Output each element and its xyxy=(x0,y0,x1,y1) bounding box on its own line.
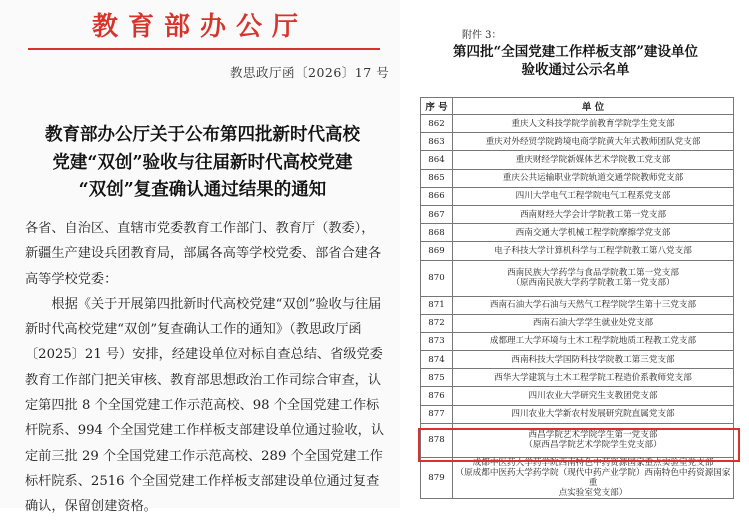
row-unit: 重庆财经学院新媒体艺术学院教工党支部 xyxy=(453,151,734,169)
table-row xyxy=(421,369,734,387)
units-table xyxy=(420,97,734,499)
row-number: 866 xyxy=(421,187,453,205)
row-number: 874 xyxy=(421,351,453,369)
unit-former-name-cont: 点实验室党支部） xyxy=(558,487,628,498)
title-line: “双创”复查确认通过结果的通知 xyxy=(78,180,327,200)
row-number: 867 xyxy=(421,205,453,223)
row-number: 878 xyxy=(421,423,453,457)
addressee-paragraph: 各省、自治区、直辖市党委教育工作部门、教育厅（教委），新疆生产建设兵团教育局，部属各高等学校党委、部省合建各高等学校党委： xyxy=(25,221,382,287)
table-row xyxy=(421,115,734,133)
table-row xyxy=(421,351,734,369)
title-line: 教育部办公厅关于公布第四批新时代高校 xyxy=(45,125,360,145)
table-row xyxy=(421,387,734,405)
column-header-unit: 单 位 xyxy=(453,98,734,115)
row-number: 877 xyxy=(421,405,453,423)
row-unit: 四川农业大学研究生支教团党支部 xyxy=(453,387,734,405)
row-unit: 西南财经大学会计学院教工第一党支部 xyxy=(453,205,734,223)
title-line: 党建“双创”验收与往届新时代高校党建 xyxy=(52,152,353,173)
table-row xyxy=(421,133,734,151)
row-unit: 西南石油大学石油与天然气工程学院学生第十三党支部 xyxy=(453,296,734,314)
row-unit: 重庆人文科技学院学前教育学院学生党支部 xyxy=(453,115,734,133)
row-unit: 四川农业大学新农村发展研究院直属党支部 xyxy=(453,405,734,423)
row-unit: 西南科技大学国防科技学院教工第三党支部 xyxy=(453,351,734,369)
row-unit xyxy=(453,423,734,457)
issuer-header: 教育部办公厅 xyxy=(91,12,308,42)
table-header-row xyxy=(421,98,734,115)
notice-title xyxy=(20,122,385,205)
row-unit: 重庆对外经贸学院跨境电商学院黄大年式教师团队党支部 xyxy=(453,133,734,151)
row-number: 863 xyxy=(421,133,453,151)
unit-line: 成都中医药大学药学院西南特色中药资源国家重点实验室党支部 xyxy=(472,457,714,468)
row-number: 864 xyxy=(421,151,453,169)
content-paragraph: 根据《关于开展第四批新时代高校党建“双创”验收与往届新时代高校党建“双创”复查确认工作的通知》（教思政厅函〔2025〕21 号）安排，经建设单位对标自查总结、省级党委教育工作部门把关审核、教育部思想政治工作司综合审查，认定第四批 8 个全国党建工作示范高校、98 个全国党建工作标杆院系、994 个全国党建工作样板支部建设单位通过验收，认定前三批 29 个全国党建工作示范高校、289 个全国党建工作标杆院系、2516 个全国党建工作样板支部建设单位通过复查确认，保留创建资格。 xyxy=(25,296,385,515)
row-number: 875 xyxy=(421,369,453,387)
table-row xyxy=(421,151,734,169)
row-number: 869 xyxy=(421,242,453,260)
table-row xyxy=(421,169,734,187)
table-row xyxy=(421,405,734,423)
row-number: 876 xyxy=(421,387,453,405)
red-divider xyxy=(28,48,380,50)
table-row xyxy=(421,296,734,314)
row-unit xyxy=(453,457,734,498)
row-unit: 西南石油大学学生就业处党支部 xyxy=(453,314,734,332)
attachment-title-line: 验收通过公示名单 xyxy=(521,62,630,78)
row-number: 873 xyxy=(421,332,453,350)
attachment-page xyxy=(402,0,749,508)
row-unit: 成都理工大学环境与土木工程学院地质工程教工党支部 xyxy=(453,332,734,350)
table-row xyxy=(421,242,734,260)
row-unit: 电子科技大学计算机科学与工程学院教工第八党支部 xyxy=(453,242,734,260)
row-number: 868 xyxy=(421,224,453,242)
row-number: 870 xyxy=(421,260,453,296)
row-unit xyxy=(453,260,734,296)
row-unit: 西华大学建筑与土木工程学院工程造价系教师党支部 xyxy=(453,369,734,387)
row-unit: 重庆公共运输职业学院轨道交通学院教师党支部 xyxy=(453,169,734,187)
row-number: 862 xyxy=(421,115,453,133)
row-number: 879 xyxy=(421,457,453,498)
table-row-highlighted xyxy=(421,423,734,457)
unit-line: 西南民族大学药学与食品学院教工第一党支部 xyxy=(507,268,679,278)
unit-line: 西昌学院艺术学院学生第一党支部 xyxy=(528,430,658,441)
table-row xyxy=(421,332,734,350)
unit-former-name: （原西昌学院艺术学院学生党支部） xyxy=(524,440,662,451)
row-unit: 四川大学电气工程学院电气工程系党支部 xyxy=(453,187,734,205)
attachment-title xyxy=(402,43,749,79)
table-row xyxy=(421,314,734,332)
table-row xyxy=(421,187,734,205)
row-unit: 西南交通大学机械工程学院摩擦学党支部 xyxy=(453,224,734,242)
row-number: 872 xyxy=(421,314,453,332)
unit-former-name: （原成都中医药大学药学院（现代中药产业学院）西南特色中药资源国家重 xyxy=(455,467,731,488)
document-number: 教思政厅函〔2026〕17 号 xyxy=(230,65,390,80)
attachment-label: 附件 3： xyxy=(462,30,502,41)
table-row xyxy=(421,457,734,498)
table-row xyxy=(421,205,734,223)
unit-former-name: （原西南民族大学药学院教工第一党支部） xyxy=(511,278,675,288)
notice-body xyxy=(25,216,385,520)
row-number: 871 xyxy=(421,296,453,314)
attachment-title-line: 第四批“全国党建工作样板支部”建设单位 xyxy=(452,44,699,60)
column-header-no: 序 号 xyxy=(421,98,453,115)
row-number: 865 xyxy=(421,169,453,187)
table-row xyxy=(421,224,734,242)
table-row xyxy=(421,260,734,296)
